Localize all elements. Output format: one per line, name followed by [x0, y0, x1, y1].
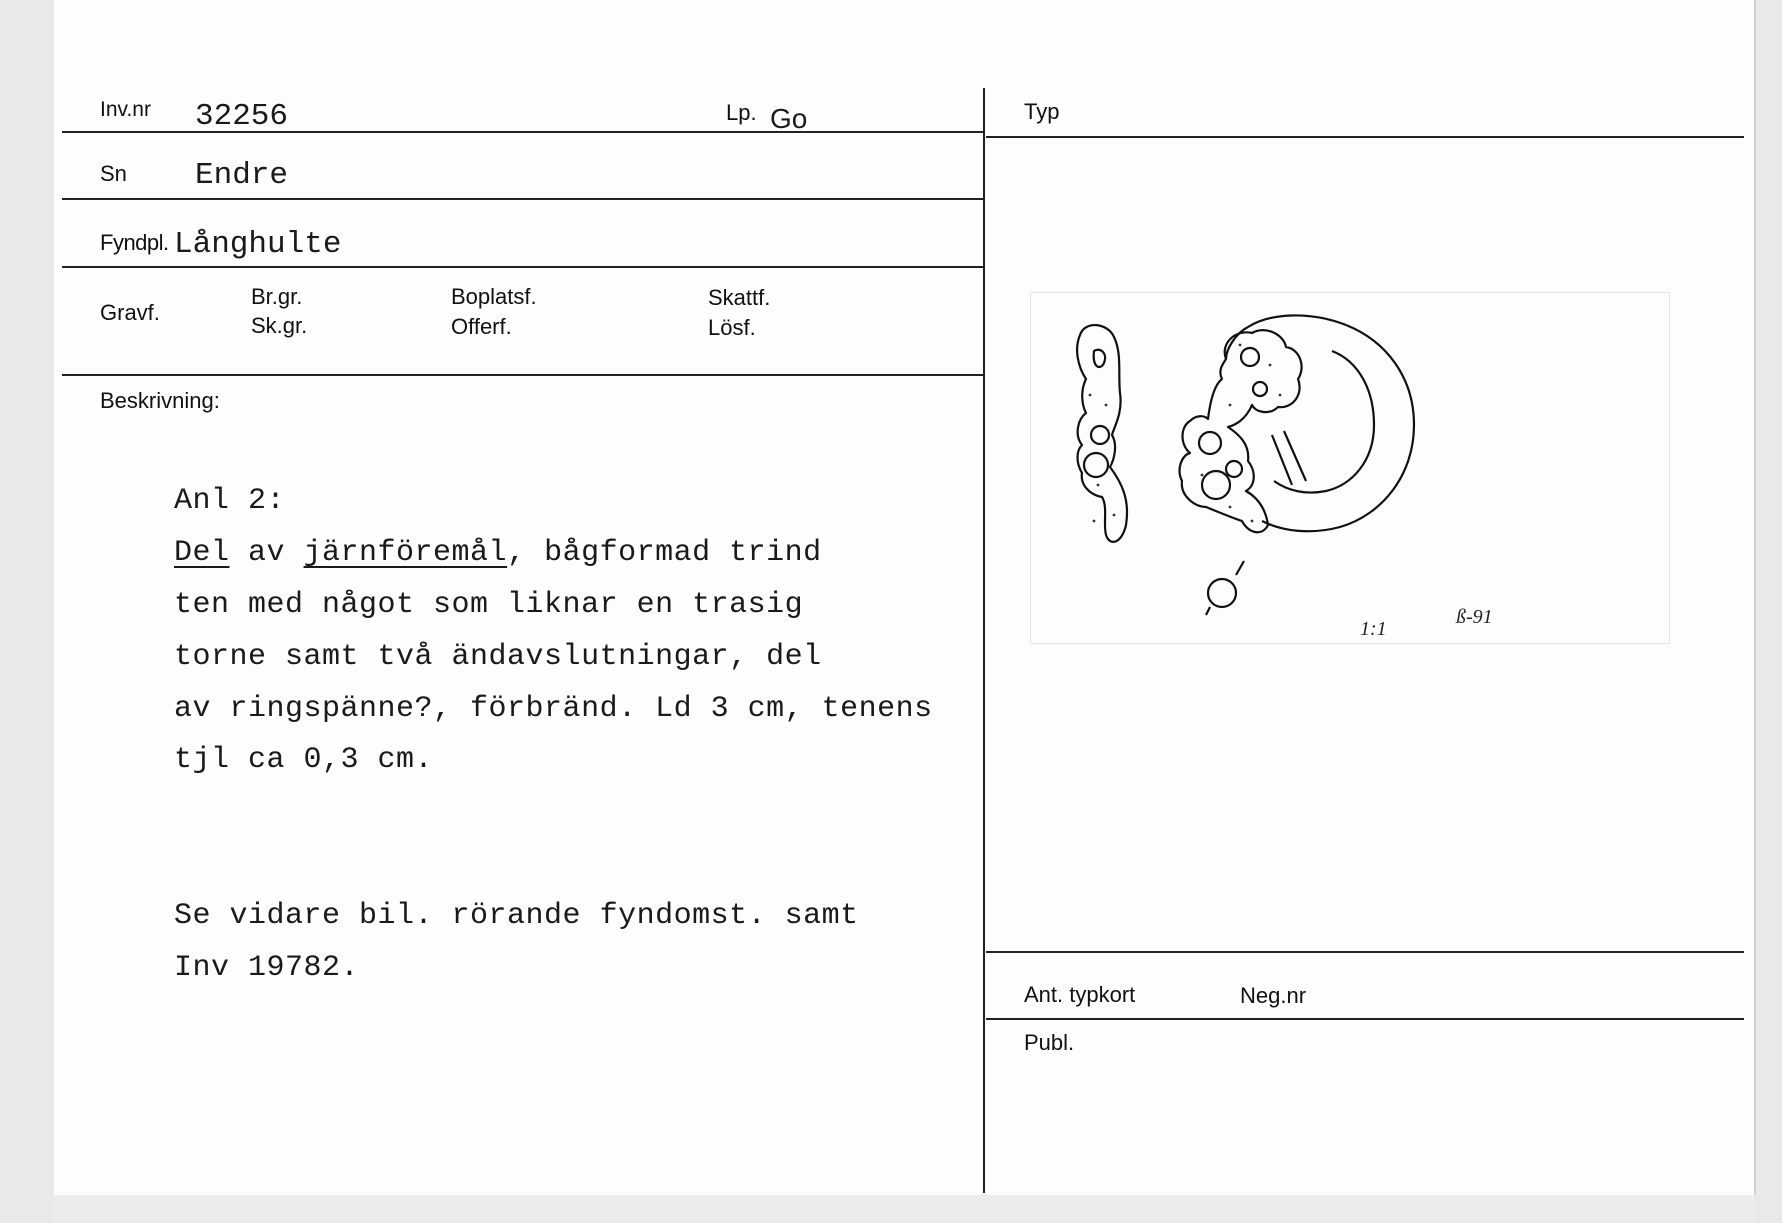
- br-gr-label: Br.gr.: [251, 284, 303, 309]
- sk-gr-label: Sk.gr.: [251, 313, 308, 338]
- lp-label: Lp.: [726, 100, 757, 125]
- inv-nr-label: Inv.nr: [100, 98, 151, 121]
- row-line-fyndpl: [62, 266, 984, 268]
- description-line-8: Inv 19782.: [174, 951, 360, 985]
- description-text: , bågformad trind: [507, 536, 822, 570]
- row-line-ant-typkort-top: [986, 951, 1744, 953]
- description-line-6: tjl ca 0,3 cm.: [174, 743, 434, 777]
- fyndpl-value: Långhulte: [174, 227, 342, 262]
- beskrivning-label: Beskrivning:: [100, 388, 220, 413]
- scale-label: 1:1: [1360, 618, 1387, 640]
- underlined-word-del: Del: [174, 536, 230, 570]
- description-line-7: Se vidare bil. rörande fyndomst. samt: [174, 899, 859, 933]
- gravf-label: Gravf.: [100, 300, 160, 325]
- publ-label: Publ.: [1024, 1030, 1075, 1055]
- column-divider: [983, 88, 985, 1193]
- inv-nr-value: 32256: [195, 99, 289, 134]
- row-line-publ-top: [986, 1018, 1744, 1020]
- lp-value: Go: [770, 103, 808, 134]
- fyndpl-label: Fyndpl.: [100, 230, 169, 255]
- description-line-5: av ringspänne?, förbränd. Ld 3 cm, tenens: [174, 692, 933, 726]
- description-line-3: ten med något som liknar en trasig: [174, 588, 804, 622]
- sn-label: Sn: [100, 161, 127, 186]
- description-line-2: [174, 536, 822, 570]
- card-edge-shadow: [54, 1195, 1754, 1223]
- sn-value: Endre: [195, 158, 289, 193]
- row-line-sn: [62, 198, 984, 200]
- offerf-label: Offerf.: [451, 314, 512, 339]
- underlined-word-jarnforemal: järnföremål: [303, 536, 508, 570]
- description-text: av: [229, 536, 304, 570]
- ant-typkort-label: Ant. typkort: [1024, 982, 1136, 1007]
- description-line-1: Anl 2:: [174, 484, 286, 518]
- skattf-label: Skattf.: [708, 285, 771, 310]
- description-line-4: torne samt två ändavslutningar, del: [174, 640, 822, 674]
- boplatsf-label: Boplatsf.: [451, 284, 537, 309]
- typ-label: Typ: [1024, 99, 1060, 124]
- row-line-typ: [986, 136, 1744, 138]
- neg-nr-label: Neg.nr: [1240, 983, 1307, 1008]
- losf-label: Lösf.: [708, 315, 756, 340]
- artifact-sketch: [1030, 285, 1670, 645]
- row-line-gravf: [62, 374, 984, 376]
- illustrator-initials: ß-91: [1456, 606, 1493, 628]
